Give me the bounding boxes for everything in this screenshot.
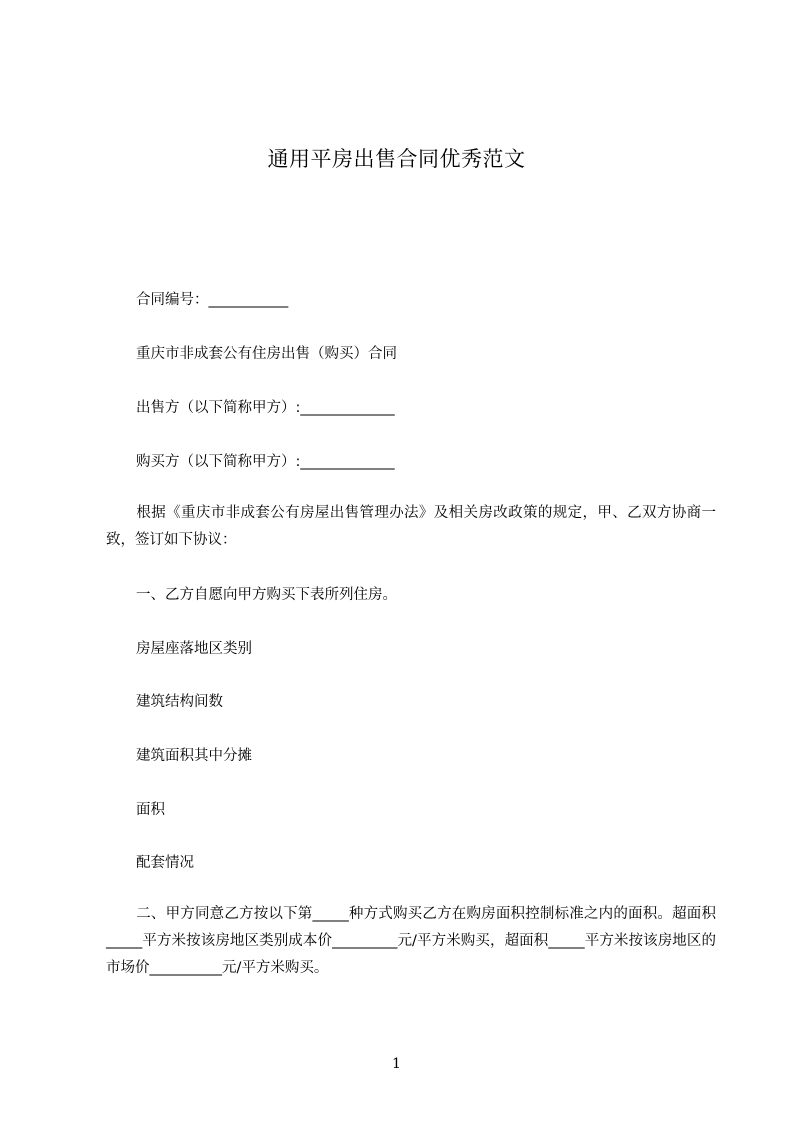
- table-field-structure: 建筑结构间数: [136, 694, 223, 710]
- page-number: 1: [392, 1056, 401, 1072]
- table-field-area: 建筑面积其中分摊: [136, 748, 252, 764]
- seller-line: 出售方（以下简称甲方）:_____________: [136, 400, 395, 416]
- table-field-location: 房屋座落地区类别: [136, 641, 252, 657]
- intro-text: 根据《重庆市非成套公有房屋出售管理办法》及相关房改政策的规定，甲、乙双方协商一致，签订如下协议：: [106, 505, 716, 548]
- clause-two-text: 二、甲方同意乙方按以下第_____种方式购买乙方在购房面积控制标准之内的面积。超面积_____平方米按该房地区类别成本价_________元/平方米购买，超面积_____平方米按该房地区的市场价__________元/平方米购买。: [106, 906, 716, 976]
- table-field-area-unit: 面积: [136, 802, 165, 818]
- clause-one-line: 一、乙方自愿向甲方购买下表所列住房。: [136, 587, 397, 603]
- clause-two-paragraph: [106, 901, 716, 982]
- contract-name-line: 重庆市非成套公有住房出售（购买）合同: [136, 346, 397, 362]
- intro-paragraph: [106, 500, 716, 554]
- table-field-facilities: 配套情况: [136, 855, 194, 871]
- buyer-line: 购买方（以下简称甲方）:_____________: [136, 454, 395, 470]
- document-title: 通用平房出售合同优秀范文: [267, 147, 526, 171]
- contract-number-line: 合同编号：___________: [136, 292, 289, 308]
